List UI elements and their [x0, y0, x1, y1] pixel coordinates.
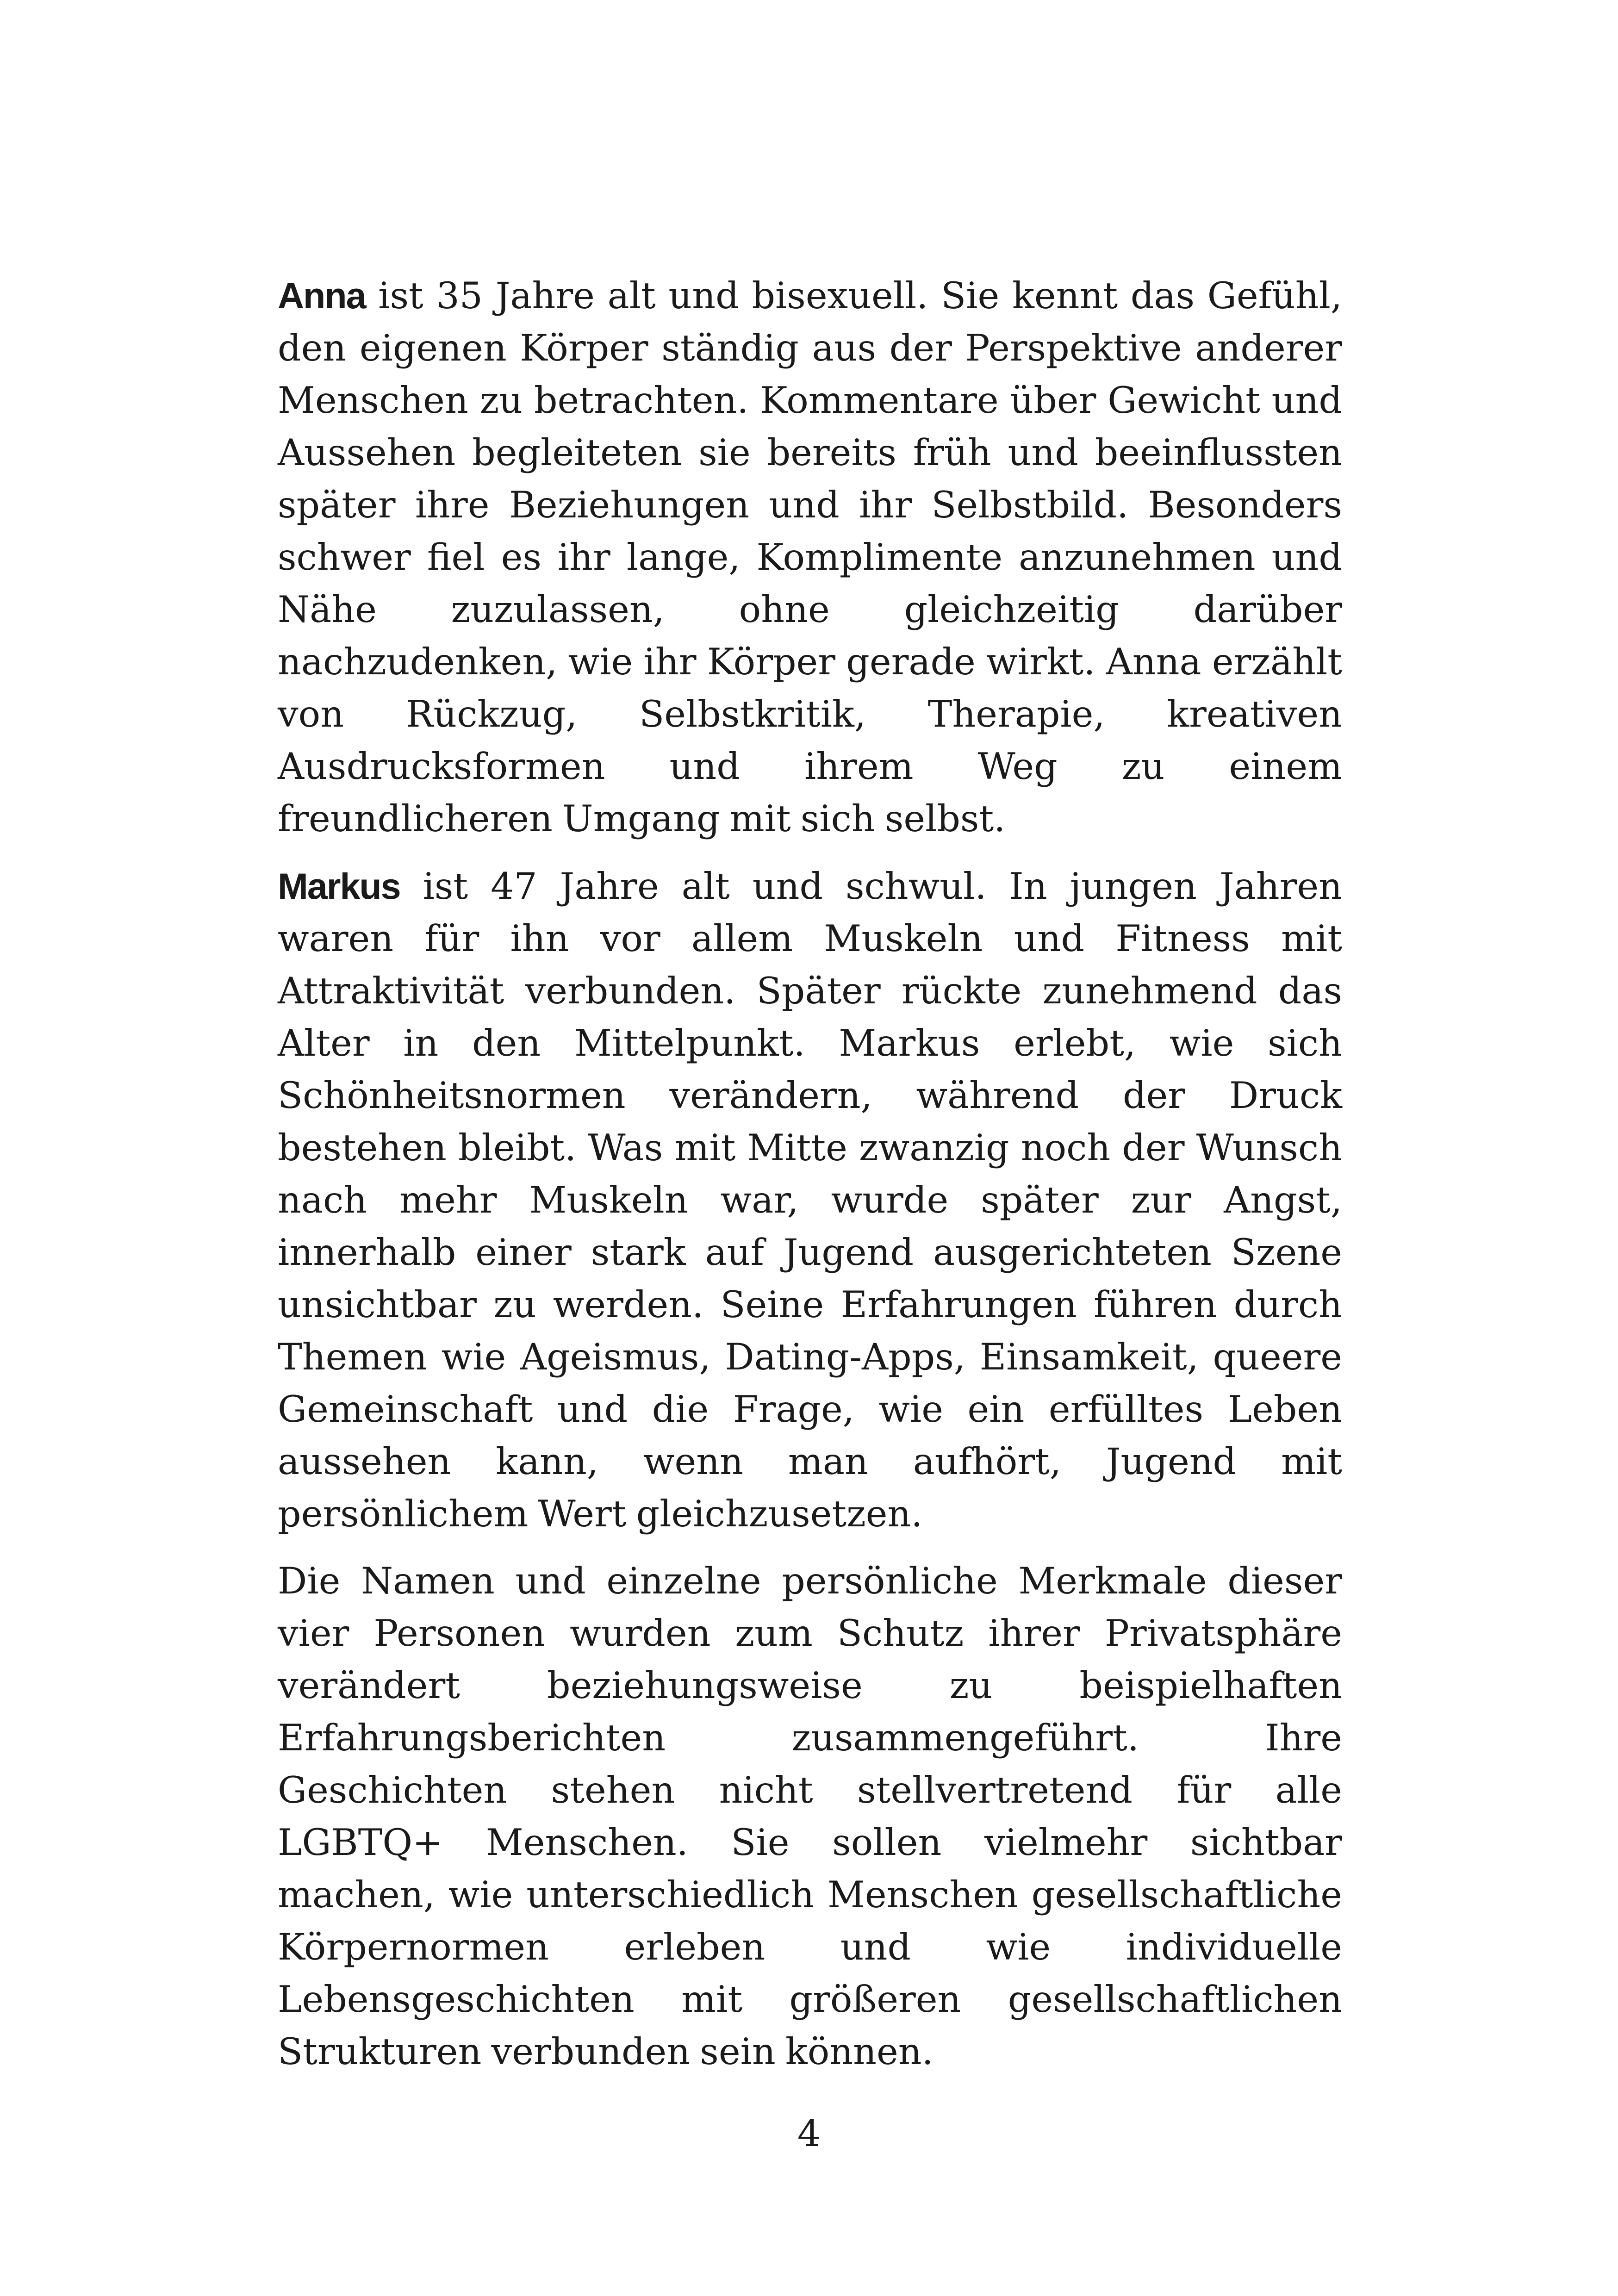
paragraph-disclaimer-text: Die Namen und einzelne persönliche Merkmale dieser vier Personen wurden zum Schutz ihrer Privatsphäre verändert beziehungsweise zu beispielhaften Erfahrungsberichten zusammengeführt. Ihre Geschichten stehen nicht stellvertretend für alle LGBTQ+ Menschen. Sie sollen vielmehr sichtbar machen, wie unterschiedlich Menschen gesellschaftliche Körpernormen erleben und wie individuelle Lebensgeschichten mit größeren gesellschaftlichen Strukturen verbunden sein können.	[278, 1560, 1342, 2073]
paragraph-disclaimer	[278, 1555, 1342, 2078]
person-name-markus: Markus	[278, 865, 400, 907]
body-text	[278, 269, 1342, 2093]
person-name-anna: Anna	[278, 275, 366, 316]
paragraph-anna-text: ist 35 Jahre alt und bisexuell. Sie kennt das Gefühl, den eigenen Körper ständig aus der Perspektive anderer Menschen zu betrachten. Kommentare über Gewicht und Aussehen begleiteten sie bereits früh und beeinflussten später ihre Beziehungen und ihr Selbstbild. Besonders schwer fiel es ihr lange, Komplimente anzunehmen und Nähe zuzulassen, ohne gleichzeitig darüber nachzudenken, wie ihr Körper gerade wirkt. Anna erzählt von Rückzug, Selbstkritik, Therapie, kreativen Ausdrucksformen und ihrem Weg zu einem freundlicheren Umgang mit sich selbst.	[278, 274, 1342, 840]
paragraph-markus-text: ist 47 Jahre alt und schwul. In jungen Jahren waren für ihn vor allem Muskeln und Fitness mit Attraktivität verbunden. Später rückte zunehmend das Alter in den Mittelpunkt. Markus erlebt, wie sich Schönheitsnormen verändern, während der Druck bestehen bleibt. Was mit Mitte zwanzig noch der Wunsch nach mehr Muskeln war, wurde später zur Angst, innerhalb einer stark auf Jugend ausgerichteten Szene unsichtbar zu werden. Seine Erfahrungen führen durch Themen wie Ageismus, Dating-Apps, Einsamkeit, queere Gemeinschaft und die Frage, wie ein erfülltes Leben aussehen kann, wenn man aufhört, Jugend mit persönlichem Wert gleichzusetzen.	[278, 865, 1342, 1535]
paragraph-anna	[278, 269, 1342, 845]
paragraph-markus	[278, 860, 1342, 1540]
page-number: 4	[797, 2112, 821, 2155]
